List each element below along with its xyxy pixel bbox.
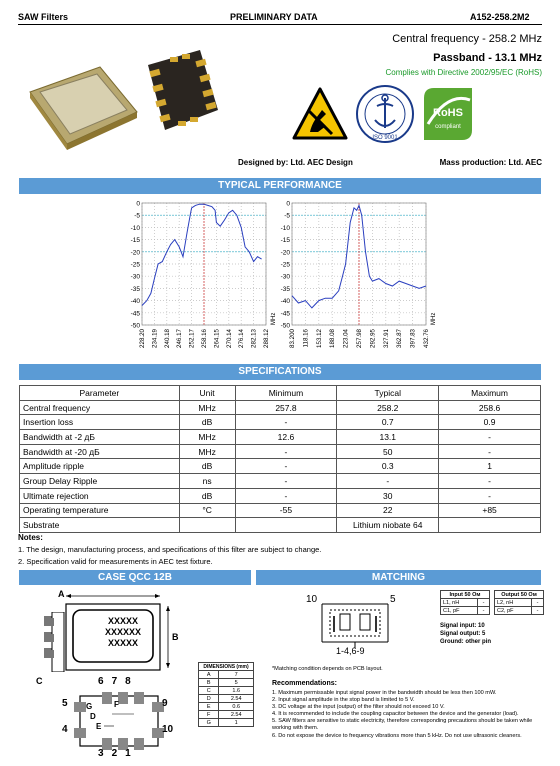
spec-col-maximum: Maximum: [439, 386, 541, 401]
dimension-value: 1.6: [219, 687, 254, 695]
header-right: A152-258.2M2: [470, 12, 530, 22]
dimension-row: [199, 671, 254, 679]
table-cell: 12.6: [235, 430, 337, 445]
table-cell: dB: [179, 459, 235, 474]
input-l1-value: -: [478, 599, 490, 607]
matching-pin-right: 5: [390, 594, 396, 605]
x-tick-label: 397.83: [409, 329, 417, 348]
dimension-key: A: [199, 671, 219, 679]
signal-input: Signal input: 10: [440, 623, 485, 629]
table-cell: dB: [179, 488, 235, 503]
case-marking-line-2: XXXXXX: [104, 627, 142, 637]
table-cell: Central frequency: [20, 400, 180, 415]
x-tick-label: 223.04: [342, 329, 350, 348]
table-cell: 22: [337, 503, 439, 518]
y-tick-label: -40: [130, 298, 140, 306]
y-tick-label: -30: [130, 273, 140, 281]
x-tick-label: 228.20: [139, 329, 146, 348]
y-tick-label: -5: [134, 212, 140, 220]
chart-narrowband-svg: [120, 197, 280, 359]
x-tick-label: 252.17: [188, 329, 196, 348]
table-cell: -: [235, 474, 337, 489]
matching-pins-bottom: 1-4,6-9: [336, 646, 365, 656]
y-tick-label: -35: [130, 285, 140, 293]
case-marking-line-1: XXXXX: [107, 616, 138, 626]
table-cell: Bandwidth at -2 дБ: [20, 430, 180, 445]
dimension-key: G: [199, 719, 219, 727]
dimensions-table: [198, 662, 254, 727]
ground-info: Ground: other pin: [440, 639, 491, 645]
y-tick-label: -40: [280, 298, 290, 306]
x-tick-label: 327.91: [382, 329, 390, 348]
y-tick-label: -50: [130, 322, 140, 330]
pin-8-label: 8: [125, 676, 139, 687]
table-cell: Amplitude ripple: [20, 459, 180, 474]
rohs-badge-icon: [420, 84, 476, 144]
series-trace: [142, 204, 262, 305]
header-rule: [18, 24, 542, 25]
recommendation-1: 1. Maximum permissable input signal power in the bandwidth should be less then 100 mW.: [272, 690, 497, 696]
table-cell: [179, 518, 235, 533]
table-row: [20, 459, 541, 474]
pin-9-label: 9: [162, 698, 168, 709]
x-tick-label: 292.95: [369, 329, 377, 348]
dimension-row: [199, 719, 254, 727]
y-tick-label: 0: [286, 200, 290, 208]
case-pins-top: [98, 676, 139, 687]
section-specifications: SPECIFICATIONS: [19, 364, 541, 380]
table-cell: 13.1: [337, 430, 439, 445]
product-photo-bottom: [140, 45, 220, 135]
table-cell: Bandwidth at -20 дБ: [20, 444, 180, 459]
y-tick-label: -5: [284, 212, 290, 220]
dimension-value: 5: [219, 679, 254, 687]
table-cell: [439, 518, 541, 533]
case-marking: [88, 616, 158, 649]
pin-2-label: 2: [111, 748, 126, 759]
section-typical-performance: TYPICAL PERFORMANCE: [19, 178, 541, 194]
case-side-view: [46, 612, 72, 677]
x-tick-label: 188.08: [329, 329, 337, 348]
input-c1-value: -: [478, 607, 490, 615]
dimension-row: [199, 679, 254, 687]
x-tick-label: 282.13: [250, 329, 258, 348]
table-row: [20, 400, 541, 415]
case-label-g: G: [86, 702, 93, 711]
case-label-c: C: [36, 676, 43, 686]
case-label-e: E: [96, 722, 102, 731]
signal-output: Signal output: 5: [440, 631, 486, 637]
central-frequency: Central frequency - 258.2 MHz: [392, 33, 542, 45]
output-title: Output 50 Ом: [495, 591, 544, 599]
dimension-value: 7: [219, 671, 254, 679]
spec-col-parameter: Parameter: [20, 386, 180, 401]
dimension-value: 1: [219, 719, 254, 727]
x-tick-label: 246.17: [176, 329, 184, 348]
dimension-key: E: [199, 703, 219, 711]
dimension-key: F: [199, 711, 219, 719]
x-tick-label: 240.18: [163, 329, 171, 348]
case-label-d: D: [90, 712, 96, 721]
y-tick-label: -10: [280, 224, 290, 232]
table-cell: [235, 518, 337, 533]
table-cell: -: [235, 488, 337, 503]
note-1: 1. The design, manufacturing process, and specifications of this filter are subject to change.: [18, 545, 322, 554]
table-cell: +85: [439, 503, 541, 518]
table-cell: -: [439, 444, 541, 459]
x-tick-label: 288.12: [263, 329, 270, 348]
table-row: [20, 518, 541, 533]
table-row: [20, 488, 541, 503]
pin-1-label: 1: [125, 748, 139, 759]
table-row: [20, 474, 541, 489]
y-tick-label: -10: [130, 224, 140, 232]
x-axis-unit: MHz: [431, 312, 437, 325]
table-cell: 0.3: [337, 459, 439, 474]
x-tick-label: 153.12: [315, 329, 323, 348]
table-row: [20, 430, 541, 445]
chart-wideband: [270, 197, 440, 359]
dimension-row: [199, 687, 254, 695]
table-cell: -: [439, 474, 541, 489]
dimension-value: 2.54: [219, 695, 254, 703]
y-tick-label: -25: [130, 261, 140, 269]
x-tick-label: 432.76: [423, 329, 430, 348]
y-tick-label: -15: [130, 237, 140, 245]
table-cell: 258.2: [337, 400, 439, 415]
table-cell: Substrate: [20, 518, 180, 533]
passband: Passband - 13.1 MHz: [433, 52, 542, 64]
dimension-row: [199, 711, 254, 719]
pin-5-label: 5: [62, 698, 68, 709]
table-cell: dB: [179, 415, 235, 430]
section-matching: MATCHING: [256, 570, 541, 585]
pin-7-label: 7: [111, 676, 126, 687]
chart-narrowband: [120, 197, 280, 359]
table-cell: -: [439, 430, 541, 445]
rohs-badge-text: RoHS: [433, 107, 463, 119]
dimension-value: 2.54: [219, 711, 254, 719]
table-cell: -: [235, 444, 337, 459]
input-l1-label: L1, nH: [441, 599, 478, 607]
spec-col-minimum: Minimum: [235, 386, 337, 401]
iso-text: ISO 9001: [372, 135, 398, 141]
output-c2-label: C2, pF: [495, 607, 532, 615]
table-cell: 30: [337, 488, 439, 503]
spec-table: [19, 385, 541, 533]
output-c2-value: -: [532, 607, 544, 615]
recommendation-6: 6. Do not expose the device to frequency vibrations more than 5 kHz. Do not use ultrasonic cleaners.: [272, 732, 522, 739]
rohs-badge-sub: compliant: [435, 124, 461, 130]
section-case: CASE QCC 12B: [19, 570, 251, 585]
y-tick-label: -35: [280, 285, 290, 293]
table-cell: Operating temperature: [20, 503, 180, 518]
dimension-key: C: [199, 687, 219, 695]
mass-production: Mass production: Ltd. AEC: [439, 158, 542, 167]
note-2: 2. Specification valid for measurements in AEC test fixture.: [18, 557, 213, 566]
case-label-f: F: [114, 700, 119, 709]
case-marking-line-3: XXXXX: [107, 638, 138, 648]
y-tick-label: -20: [280, 249, 290, 257]
header-left: SAW Filters: [18, 12, 69, 22]
table-cell: Group Delay Ripple: [20, 474, 180, 489]
table-cell: 258.6: [439, 400, 541, 415]
x-tick-label: 264.15: [213, 329, 221, 348]
dimension-key: D: [199, 695, 219, 703]
table-cell: -: [235, 415, 337, 430]
y-tick-label: -45: [280, 310, 290, 318]
dimension-value: 0.6: [219, 703, 254, 711]
y-tick-label: -15: [280, 237, 290, 245]
table-cell: °C: [179, 503, 235, 518]
table-row: [20, 415, 541, 430]
case-label-a: A: [58, 589, 65, 599]
table-cell: 50: [337, 444, 439, 459]
y-tick-label: -30: [280, 273, 290, 281]
table-cell: -: [235, 459, 337, 474]
notes-title: Notes:: [18, 533, 43, 542]
pin-3-label: 3: [98, 748, 112, 759]
pin-6-label: 6: [98, 676, 112, 687]
output-l2-value: -: [532, 599, 544, 607]
x-tick-label: 83.200: [289, 329, 296, 348]
recommendations-title: Recommendations:: [272, 680, 337, 687]
signal-info: [440, 622, 491, 646]
table-cell: Ultimate rejection: [20, 488, 180, 503]
table-row: [20, 503, 541, 518]
matching-output-table: [494, 590, 544, 615]
input-title: Input 50 Ом: [441, 591, 490, 599]
x-tick-label: 257.98: [356, 329, 363, 348]
y-tick-label: -25: [280, 261, 290, 269]
y-tick-label: 0: [136, 200, 140, 208]
matching-note: *Matching condition depends on PCB layout.: [272, 666, 383, 672]
output-l2-label: L2, nH: [495, 599, 532, 607]
x-axis-unit: MHz: [271, 312, 277, 325]
recommendations-list: [272, 690, 538, 740]
designed-by: Designed by: Ltd. AEC Design: [238, 158, 353, 167]
header-center: PRELIMINARY DATA: [230, 12, 318, 22]
table-cell: 0.7: [337, 415, 439, 430]
dimensions-title: DIMENSIONS (mm): [199, 663, 254, 671]
table-cell: MHz: [179, 400, 235, 415]
x-tick-label: 258.16: [201, 329, 208, 348]
esd-warning-icon: [292, 86, 348, 142]
table-cell: -55: [235, 503, 337, 518]
spec-header-row: [20, 386, 541, 401]
dimension-row: [199, 703, 254, 711]
iso-seal-icon: [355, 84, 415, 144]
product-photo-top: [25, 52, 140, 152]
table-cell: Insertion loss: [20, 415, 180, 430]
x-tick-label: 276.14: [238, 329, 246, 348]
x-tick-label: 362.87: [396, 329, 404, 348]
x-tick-label: 118.16: [302, 329, 310, 348]
chart-wideband-svg: [270, 197, 440, 359]
table-cell: 0.9: [439, 415, 541, 430]
series-trace: [292, 205, 426, 308]
case-label-b: B: [172, 632, 179, 642]
x-tick-label: 270.14: [225, 329, 233, 348]
pin-4-label: 4: [62, 724, 68, 735]
matching-input-table: [440, 590, 490, 615]
table-cell: MHz: [179, 430, 235, 445]
dimension-key: B: [199, 679, 219, 687]
recommendation-5: 5. SAW filters are sensitive to static electricity, therefore corresponding precautions should be taken while working with them.: [272, 718, 533, 732]
table-cell: -: [337, 474, 439, 489]
spec-col-typical: Typical: [337, 386, 439, 401]
rohs-directive: Complies with Directive 2002/95/EC (RoHS): [385, 68, 542, 77]
table-cell: 257.8: [235, 400, 337, 415]
y-tick-label: -20: [130, 249, 140, 257]
y-tick-label: -50: [280, 322, 290, 330]
case-pins-bottom: [98, 748, 139, 759]
dimension-row: [199, 695, 254, 703]
table-cell: ns: [179, 474, 235, 489]
spec-col-unit: Unit: [179, 386, 235, 401]
table-cell: Lithium niobate 64: [337, 518, 439, 533]
recommendation-2: 2. Input signal amplitude in the stop band is limited to 5 V.: [272, 697, 415, 704]
recommendation-4: 4. It is recommended to include the coupling capacitor between the device and the generator (load).: [272, 711, 519, 718]
y-tick-label: -45: [130, 310, 140, 318]
table-cell: -: [439, 488, 541, 503]
pin-10-label: 10: [162, 724, 174, 735]
matching-pin-left: 10: [306, 594, 318, 605]
spec-table-body: [20, 400, 541, 532]
table-cell: MHz: [179, 444, 235, 459]
table-row: [20, 444, 541, 459]
recommendation-3: 3. DC voltage at the input (output) of the filter should not exceed 10 V.: [272, 704, 445, 711]
input-c1-label: C1, pF: [441, 607, 478, 615]
x-tick-label: 234.19: [151, 329, 159, 348]
table-cell: 1: [439, 459, 541, 474]
